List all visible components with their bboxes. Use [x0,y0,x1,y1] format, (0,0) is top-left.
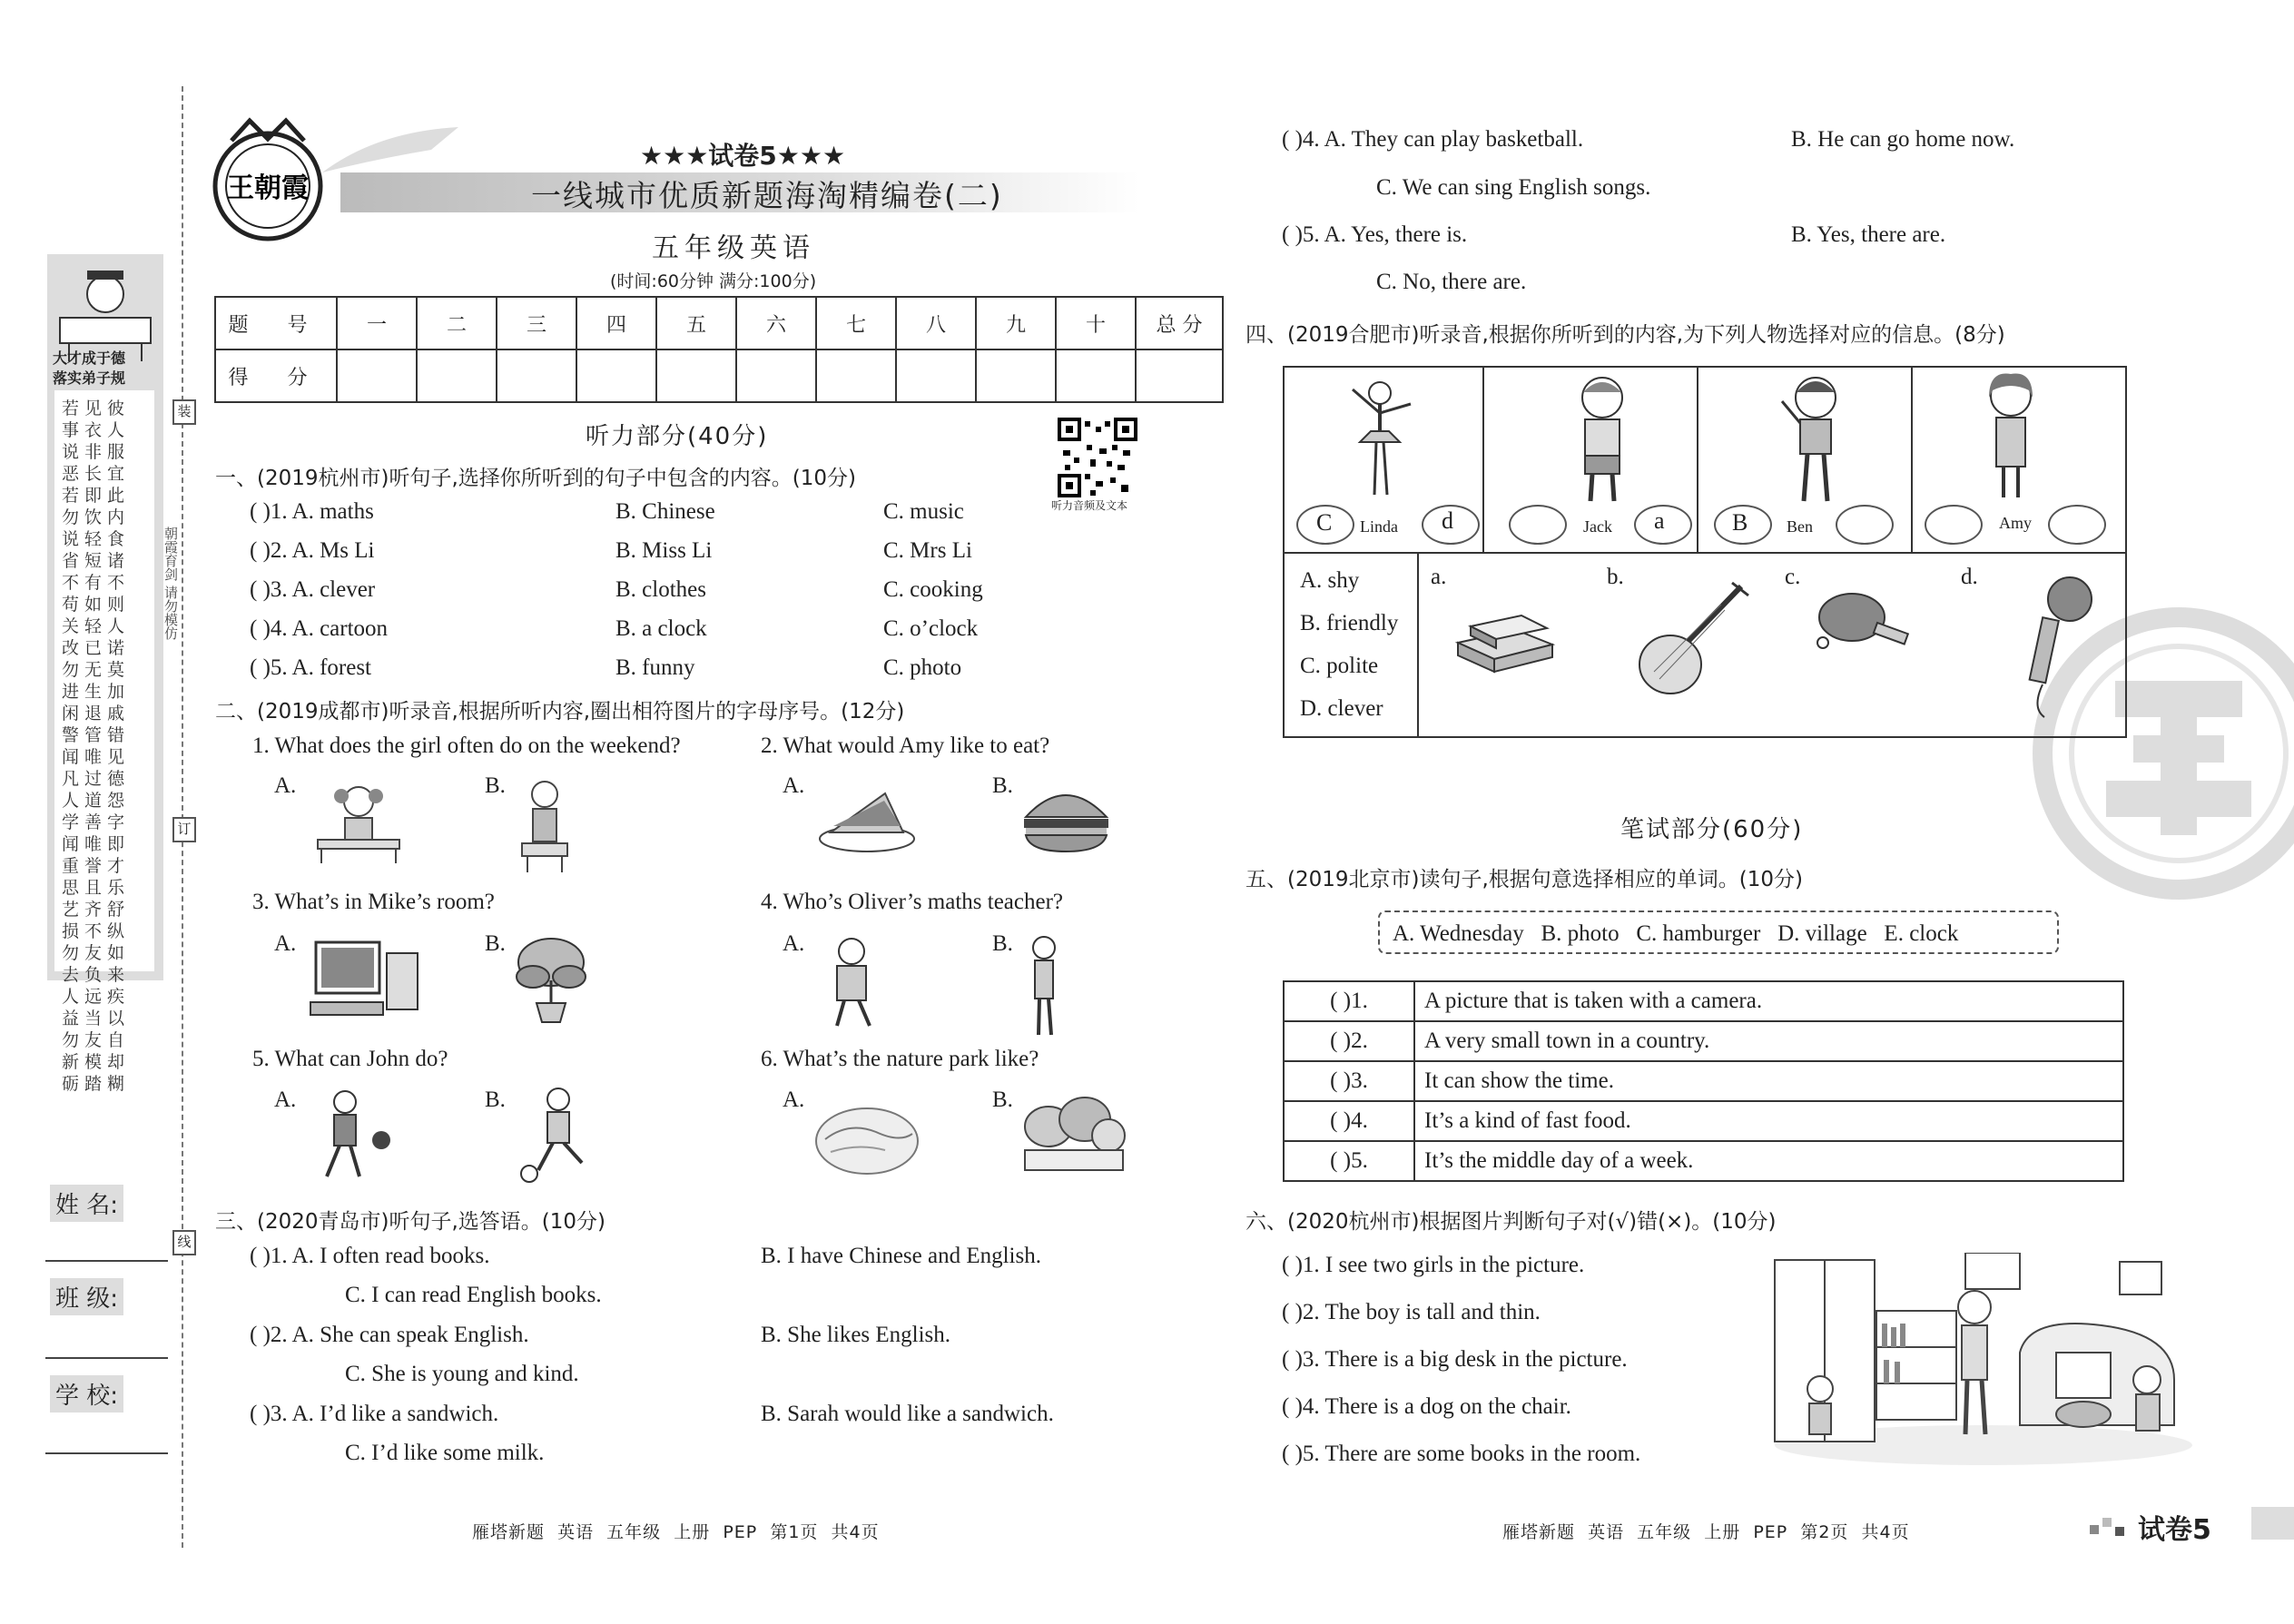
subject-title: 五年级英语 [652,232,815,264]
score-cell: 六 [736,297,816,349]
corner-tab [2251,1507,2294,1540]
person-name: Linda [1360,517,1398,536]
girl-reading-picture[interactable] [309,776,409,867]
score-cell: 七 [816,297,896,349]
filled-answer: C [1316,509,1333,536]
s1-item-5[interactable]: ( )5. A. forest [250,655,371,680]
word-bank: A. Wednesday B. photo C. hamburger D. village E. clock [1378,910,2059,954]
score-cell: 九 [976,297,1056,349]
maxims-text: 若见彼事衣人说非服恶长宜若即此勿饮内说轻食省短诸不有不苟如则关轻人改已诺勿无莫进生加闲退戚警管错闻唯见凡过德人道怨学善字闻唯即重誉才思且乐艺齐舒损不纵勿友如去负来人远疾益当以勿友自新模却砺踏糊 [54,390,154,971]
forest-park-picture[interactable] [1021,1094,1126,1176]
s1-option-b: B. Chinese [615,499,715,524]
score-blank[interactable] [576,349,656,402]
class-blank[interactable] [45,1357,168,1359]
s6-item-1[interactable]: ( )1. I see two girls in the picture. [1282,1253,1585,1277]
option-a[interactable]: A. [783,773,805,798]
score-cell: 得 分 [215,349,337,402]
hamburger-picture[interactable] [1019,779,1114,856]
option-a[interactable]: A. [783,1088,805,1112]
s2-question-1: 1. What does the girl often do on the weekend? [252,733,681,758]
s1-item-4[interactable]: ( )4. A. cartoon [250,616,389,641]
pipa-picture[interactable] [1634,577,1752,700]
s3-option-c: C. I’d like some milk. [345,1441,545,1465]
s5-sentence: A picture that is taken with a camera. [1414,981,2123,1021]
ribbon-decoration [322,123,468,177]
s5-blank[interactable]: ( )1. [1284,981,1414,1021]
s1-option-c: C. cooking [883,577,983,602]
left-footer: 雁塔新题 英语 五年级 上册 PEP 第1页 共4页 [472,1522,880,1542]
slogan: 落实弟子规 [53,369,126,387]
sidebar-panel [47,254,163,1094]
item-letter: c. [1785,565,1801,589]
s3-option-c: C. No, there are. [1376,270,1527,294]
s5-blank[interactable]: ( )2. [1284,1021,1414,1061]
answer-cloud[interactable] [1925,505,1983,545]
score-cell: 十 [1056,297,1136,349]
ping-pong-paddle-picture[interactable] [1816,590,1915,654]
s6-item-5[interactable]: ( )5. There are some books in the room. [1282,1442,1641,1466]
person-name: Jack [1583,517,1612,536]
basketball-picture[interactable] [309,1088,399,1183]
trait-option: C. polite [1300,654,1379,678]
s1-option-b: B. clothes [615,577,706,602]
s5-sentence: A very small town in a country. [1414,1021,2123,1061]
right-footer: 雁塔新题 英语 五年级 上册 PEP 第2页 共4页 [1502,1522,1910,1542]
s3-item-3[interactable]: ( )3. A. I’d like a sandwich. [250,1402,499,1426]
s5-sentence: It’s a kind of fast food. [1414,1101,2123,1141]
filled-answer: B [1732,509,1748,536]
qr-caption: 听力音频及文本 [1051,499,1128,512]
option-a[interactable]: A. [274,931,297,956]
s2-question-6: 6. What’s the nature park like? [761,1047,1039,1071]
s6-item-3[interactable]: ( )3. There is a big desk in the picture. [1282,1347,1628,1372]
s2-question-5: 5. What can John do? [252,1047,448,1071]
score-table [214,296,1224,403]
option-b[interactable]: B. [485,773,506,798]
s3-item-1[interactable]: ( )1. A. I often read books. [250,1244,490,1268]
score-cell: 三 [497,297,576,349]
qr-code[interactable] [1058,418,1137,497]
s3-option-b: B. She likes English. [761,1323,951,1347]
amy-picture[interactable] [1974,370,2047,502]
lake-park-picture[interactable] [812,1094,921,1177]
teacher-man-picture[interactable] [815,935,888,1030]
s1-option-c: C. o’clock [883,616,979,641]
section2-heading: 二、(2019成都市)听录音,根据所听内容,圈出相符图片的字母序号。(12分) [215,700,905,723]
series-label: ★★★试卷5★★★ [640,141,846,171]
score-blank[interactable] [816,349,896,402]
room-scene-picture[interactable] [1757,1253,2192,1466]
ben-picture[interactable] [1775,374,1856,506]
football-picture[interactable] [513,1085,604,1185]
s5-blank[interactable]: ( )3. [1284,1061,1414,1101]
name-label: 姓 名: [50,1185,123,1222]
score-blank[interactable] [417,349,497,402]
answer-cloud[interactable] [1836,505,1894,545]
girl-cooking-picture[interactable] [513,776,576,876]
s3-option-b: B. Sarah would like a sandwich. [761,1402,1054,1426]
option-a[interactable]: A. [274,1088,297,1112]
s1-item-2[interactable]: ( )2. A. Ms Li [250,538,375,563]
name-blank[interactable] [45,1260,168,1262]
s5-blank[interactable]: ( )5. [1284,1141,1414,1181]
corner-squares-icon [2088,1514,2129,1540]
jack-picture[interactable] [1561,374,1643,506]
s1-item-1[interactable]: ( )1. A. maths [250,499,374,524]
school-label: 学 校: [50,1375,123,1412]
corner-paper-label: 试卷5 [2138,1514,2211,1546]
listening-heading: 听力部分(40分) [586,423,769,450]
section4-heading: 四、(2019合肥市)听录音,根据你所听到的内容,为下列人物选择对应的信息。(8分) [1245,323,2005,347]
plant-picture[interactable] [513,935,590,1026]
section3-heading: 三、(2020青岛市)听句子,选答语。(10分) [215,1210,606,1234]
option-b[interactable]: B. [485,931,506,956]
s6-item-4[interactable]: ( )4. There is a dog on the chair. [1282,1394,1571,1419]
item-letter: d. [1961,565,1978,589]
item-letter: a. [1431,565,1447,589]
microphone-picture[interactable] [2015,572,2097,726]
person-name: Amy [1999,514,2032,532]
option-b[interactable]: B. [485,1088,506,1112]
score-blank[interactable] [1136,349,1223,402]
score-blank[interactable] [976,349,1056,402]
s6-item-2[interactable]: ( )2. The boy is tall and thin. [1282,1300,1541,1324]
score-blank[interactable] [736,349,816,402]
option-b[interactable]: B. [992,1088,1013,1112]
class-label: 班 级: [50,1278,123,1315]
s5-sentence: It’s the middle day of a week. [1414,1141,2123,1181]
option-b[interactable]: B. [992,931,1013,956]
s1-option-c: C. Mrs Li [883,538,972,563]
score-blank[interactable] [497,349,576,402]
s2-question-3: 3. What’s in Mike’s room? [252,890,495,914]
s3-option-b: B. I have Chinese and English. [761,1244,1041,1268]
s5-table [1283,980,2124,1182]
s3-item-4[interactable]: ( )4. A. They can play basketball. [1282,127,1584,152]
answer-cloud[interactable] [2048,505,2106,545]
s1-option-c: C. music [883,499,964,524]
score-cell: 一 [337,297,417,349]
answer-cloud[interactable] [1509,505,1567,545]
svg-text:王朝霞: 王朝霞 [227,172,309,204]
s3-option-b: B. Yes, there are. [1791,222,1946,247]
option-a[interactable]: A. [783,931,805,956]
linda-ballet-picture[interactable] [1334,377,1425,504]
score-blank[interactable] [1056,349,1136,402]
person-name: Ben [1787,517,1813,536]
s1-option-b: B. funny [615,655,695,680]
option-b[interactable]: B. [992,773,1013,798]
score-blank[interactable] [656,349,736,402]
score-cell: 四 [576,297,656,349]
score-cell: 总 分 [1136,297,1223,349]
cut-mark: 订 [172,817,196,842]
score-cell: 二 [417,297,497,349]
computer-picture[interactable] [309,937,427,1023]
exam-time: (时间:60分钟 满分:100分) [610,271,817,291]
score-blank[interactable] [896,349,976,402]
paper-title: 一线城市优质新题海淘精编卷(二) [531,178,1003,213]
s1-option-b: B. a clock [615,616,707,641]
item-letter: b. [1607,565,1624,589]
thin-teacher-picture[interactable] [1017,933,1071,1040]
trait-option: A. shy [1300,568,1360,593]
s2-question-4: 4. Who’s Oliver’s maths teacher? [761,890,1064,914]
option-a[interactable]: A. [274,773,297,798]
section6-heading: 六、(2020杭州市)根据图片判断句子对(√)错(×)。(10分) [1245,1210,1777,1234]
section1-heading: 一、(2019杭州市)听句子,选择你所听到的句子中包含的内容。(10分) [215,467,857,490]
s3-option-c: C. She is young and kind. [345,1362,579,1386]
section5-heading: 五、(2019北京市)读句子,根据句意选择相应的单词。(10分) [1245,868,1804,891]
s1-item-3[interactable]: ( )3. A. clever [250,577,376,602]
score-cell: 题 号 [215,297,337,349]
filled-answer: a [1654,507,1665,534]
cut-mark: 装 [172,399,196,425]
s5-blank[interactable]: ( )4. [1284,1101,1414,1141]
s3-option-b: B. He can go home now. [1791,127,2015,152]
school-blank[interactable] [45,1452,168,1454]
cut-mark: 线 [172,1230,196,1255]
s2-question-2: 2. What would Amy like to eat? [761,733,1050,758]
s1-option-c: C. photo [883,655,962,680]
s5-sentence: It can show the time. [1414,1061,2123,1101]
written-heading: 笔试部分(60分) [1620,816,1804,843]
publisher-logo [204,113,331,250]
books-picture[interactable] [1452,599,1561,681]
score-blank[interactable] [337,349,417,402]
slogan: 大才成于德 [53,349,126,367]
score-cell: 五 [656,297,736,349]
trait-option: B. friendly [1300,611,1399,635]
s3-item-5[interactable]: ( )5. A. Yes, there is. [1282,222,1468,247]
s1-option-b: B. Miss Li [615,538,713,563]
s3-item-2[interactable]: ( )2. A. She can speak English. [250,1323,529,1347]
s3-option-c: C. We can sing English songs. [1376,175,1651,200]
watermark-note: 朝霞育剑 请勿模仿 [162,527,179,640]
filled-answer: d [1442,507,1453,534]
score-cell: 八 [896,297,976,349]
s3-option-c: C. I can read English books. [345,1283,602,1307]
sandwich-picture[interactable] [817,782,917,855]
trait-option: D. clever [1300,696,1383,721]
